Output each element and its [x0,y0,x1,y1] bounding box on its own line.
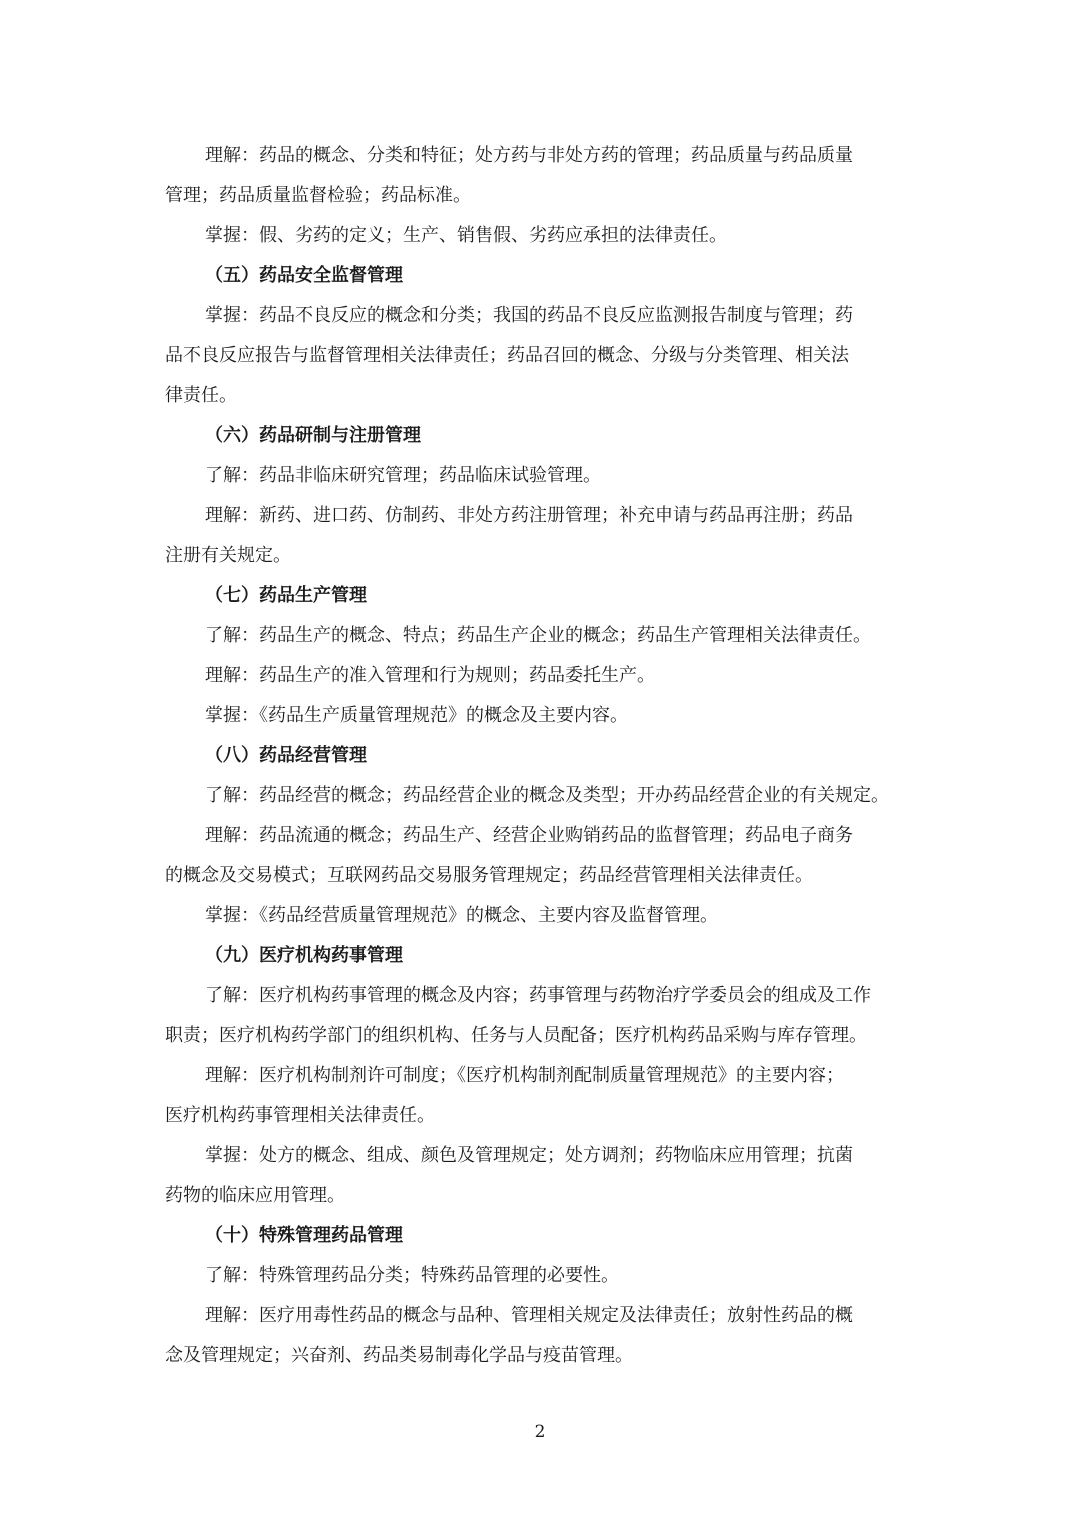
paragraph-line: 理解：药品的概念、分类和特征；处方药与非处方药的管理；药品质量与药品质量 [205,145,853,166]
paragraph-line: 掌握：假、劣药的定义；生产、销售假、劣药应承担的法律责任。 [205,225,727,246]
paragraph-line: 理解：药品生产的准入管理和行为规则；药品委托生产。 [205,665,655,686]
paragraph-line: 律责任。 [165,385,237,406]
paragraph-line: 注册有关规定。 [165,545,291,566]
paragraph-line: 职责；医疗机构药学部门的组织机构、任务与人员配备；医疗机构药品采购与库存管理。 [165,1025,867,1046]
paragraph-line: 掌握：处方的概念、组成、颜色及管理规定；处方调剂；药物临床应用管理；抗菌 [205,1145,853,1166]
page-number: 2 [534,1422,546,1442]
paragraph-line: 药物的临床应用管理。 [165,1185,345,1206]
document-body [165,136,917,1376]
section-heading: （五）药品安全监督管理 [205,265,403,286]
section-heading: （九）医疗机构药事管理 [205,945,403,966]
paragraph-line: 品不良反应报告与监督管理相关法律责任；药品召回的概念、分级与分类管理、相关法 [165,345,849,366]
paragraph-line: 掌握：药品不良反应的概念和分类；我国的药品不良反应监测报告制度与管理；药 [205,305,853,326]
paragraph-line: 管理；药品质量监督检验；药品标准。 [165,185,471,206]
paragraph-line: 念及管理规定；兴奋剂、药品类易制毒化学品与疫苗管理。 [165,1345,633,1366]
section-heading: （八）药品经营管理 [205,745,367,766]
paragraph-line: 了解：药品经营的概念；药品经营企业的概念及类型；开办药品经营企业的有关规定。 [205,785,889,806]
paragraph-line: 的概念及交易模式；互联网药品交易服务管理规定；药品经营管理相关法律责任。 [165,865,813,886]
paragraph-line: 掌握：《药品生产质量管理规范》的概念及主要内容。 [205,705,628,726]
section-heading: （七）药品生产管理 [205,585,367,606]
paragraph-line: 掌握：《药品经营质量管理规范》的概念、主要内容及监督管理。 [205,905,718,926]
paragraph-line: 了解：特殊管理药品分类；特殊药品管理的必要性。 [205,1265,619,1286]
paragraph-line: 理解：新药、进口药、仿制药、非处方药注册管理；补充申请与药品再注册；药品 [205,505,853,526]
section-heading: （十）特殊管理药品管理 [205,1225,403,1246]
section-heading: （六）药品研制与注册管理 [205,425,421,446]
paragraph-line: 了解：药品非临床研究管理；药品临床试验管理。 [205,465,601,486]
paragraph-line: 理解：医疗用毒性药品的概念与品种、管理相关规定及法律责任；放射性药品的概 [205,1305,853,1326]
paragraph-line: 理解：医疗机构制剂许可制度；《医疗机构制剂配制质量管理规范》的主要内容； [205,1065,844,1086]
paragraph-line: 了解：药品生产的概念、特点；药品生产企业的概念；药品生产管理相关法律责任。 [205,625,871,646]
paragraph-line: 了解：医疗机构药事管理的概念及内容；药事管理与药物治疗学委员会的组成及工作 [205,985,871,1006]
paragraph-line: 医疗机构药事管理相关法律责任。 [165,1105,435,1126]
paragraph-line: 理解：药品流通的概念；药品生产、经营企业购销药品的监督管理；药品电子商务 [205,825,853,846]
